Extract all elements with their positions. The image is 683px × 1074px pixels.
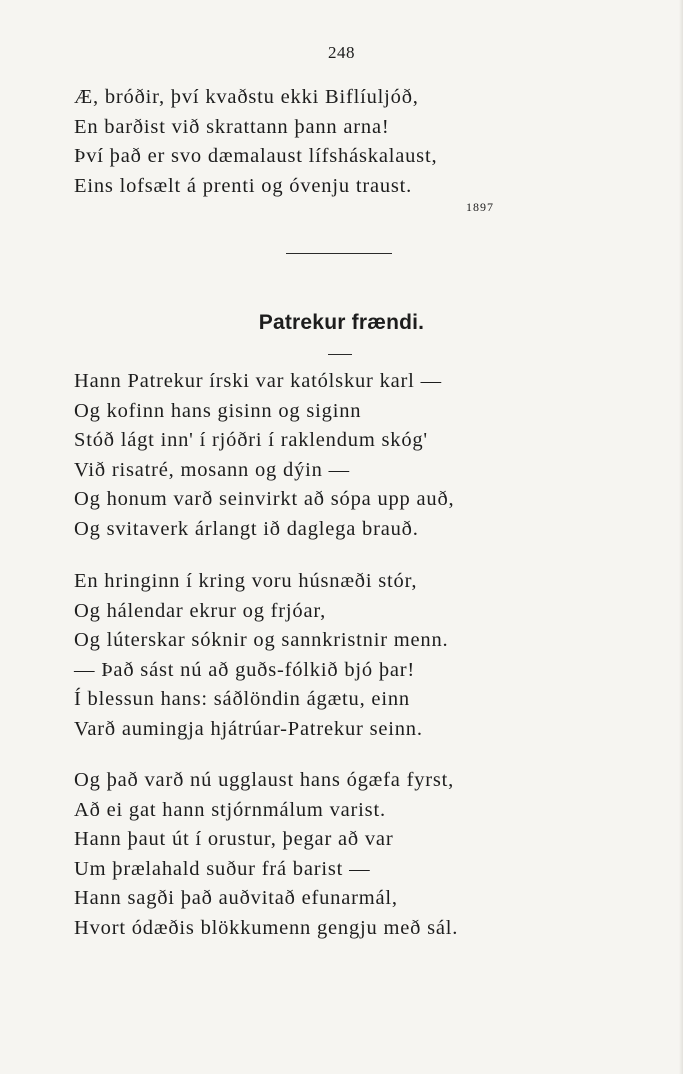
verse-line: Og hálendar ekrur og frjóar, [74, 599, 327, 622]
verse-line: Stóð lágt inn' í rjóðri í raklendum skóg' [74, 429, 428, 452]
verse-line: Og kofinn hans gisinn og siginn [74, 399, 362, 422]
verse-line: — Það sást nú að guðs-fólkið bjó þar! [74, 658, 416, 681]
verse-line: Að ei gat hann stjórnmálum varist. [74, 798, 386, 821]
verse-line: Því það er svo dæmalaust lífsháskalaust, [74, 145, 438, 168]
verse-line: Um þrælahald suður frá barist — [74, 857, 371, 880]
title-rule [328, 354, 352, 355]
section-divider [286, 253, 392, 254]
verse-line: Eins lofsælt á prenti og óvenju traust. [74, 174, 413, 197]
poem-title: Patrekur frændi. [258, 311, 425, 334]
verse-line: Og lúterskar sóknir og sannkristnir menn. [74, 629, 449, 652]
verse-line: Og honum varð seinvirkt að sópa upp auð, [74, 488, 455, 511]
poem-date: 1897 [466, 200, 494, 214]
verse-line: Hvort ódæðis blökkumenn gengju með sál. [74, 916, 459, 939]
stanza-2 [74, 567, 594, 745]
verse-line: En barðist við skrattann þann arna! [74, 115, 390, 138]
stanza-3 [74, 766, 594, 944]
verse-line: En hringinn í kring voru húsnæði stór, [74, 570, 418, 592]
previous-poem-stanza [74, 83, 594, 201]
page-number: 248 [328, 43, 355, 62]
verse-line: Og svitaverk árlangt ið daglega brauð. [74, 517, 419, 540]
verse-line: Hann sagði það auðvitað efunarmál, [74, 887, 398, 910]
stanza-1 [74, 367, 594, 545]
page-edge [679, 0, 683, 1074]
verse-line: Við risatré, mosann og dýin — [74, 458, 350, 481]
verse-line: Í blessun hans: sáðlöndin ágætu, einn [74, 688, 410, 711]
verse-line: Hann Patrekur írski var katólskur karl — [74, 370, 442, 392]
verse-line: Æ, bróðir, því kvaðstu ekki Biflíuljóð, [74, 86, 419, 108]
verse-line: Og það varð nú ugglaust hans ógæfa fyrst, [74, 769, 455, 791]
verse-line: Hann þaut út í orustur, þegar að var [74, 828, 394, 851]
verse-line: Varð aumingja hjátrúar-Patrekur seinn. [74, 717, 423, 740]
